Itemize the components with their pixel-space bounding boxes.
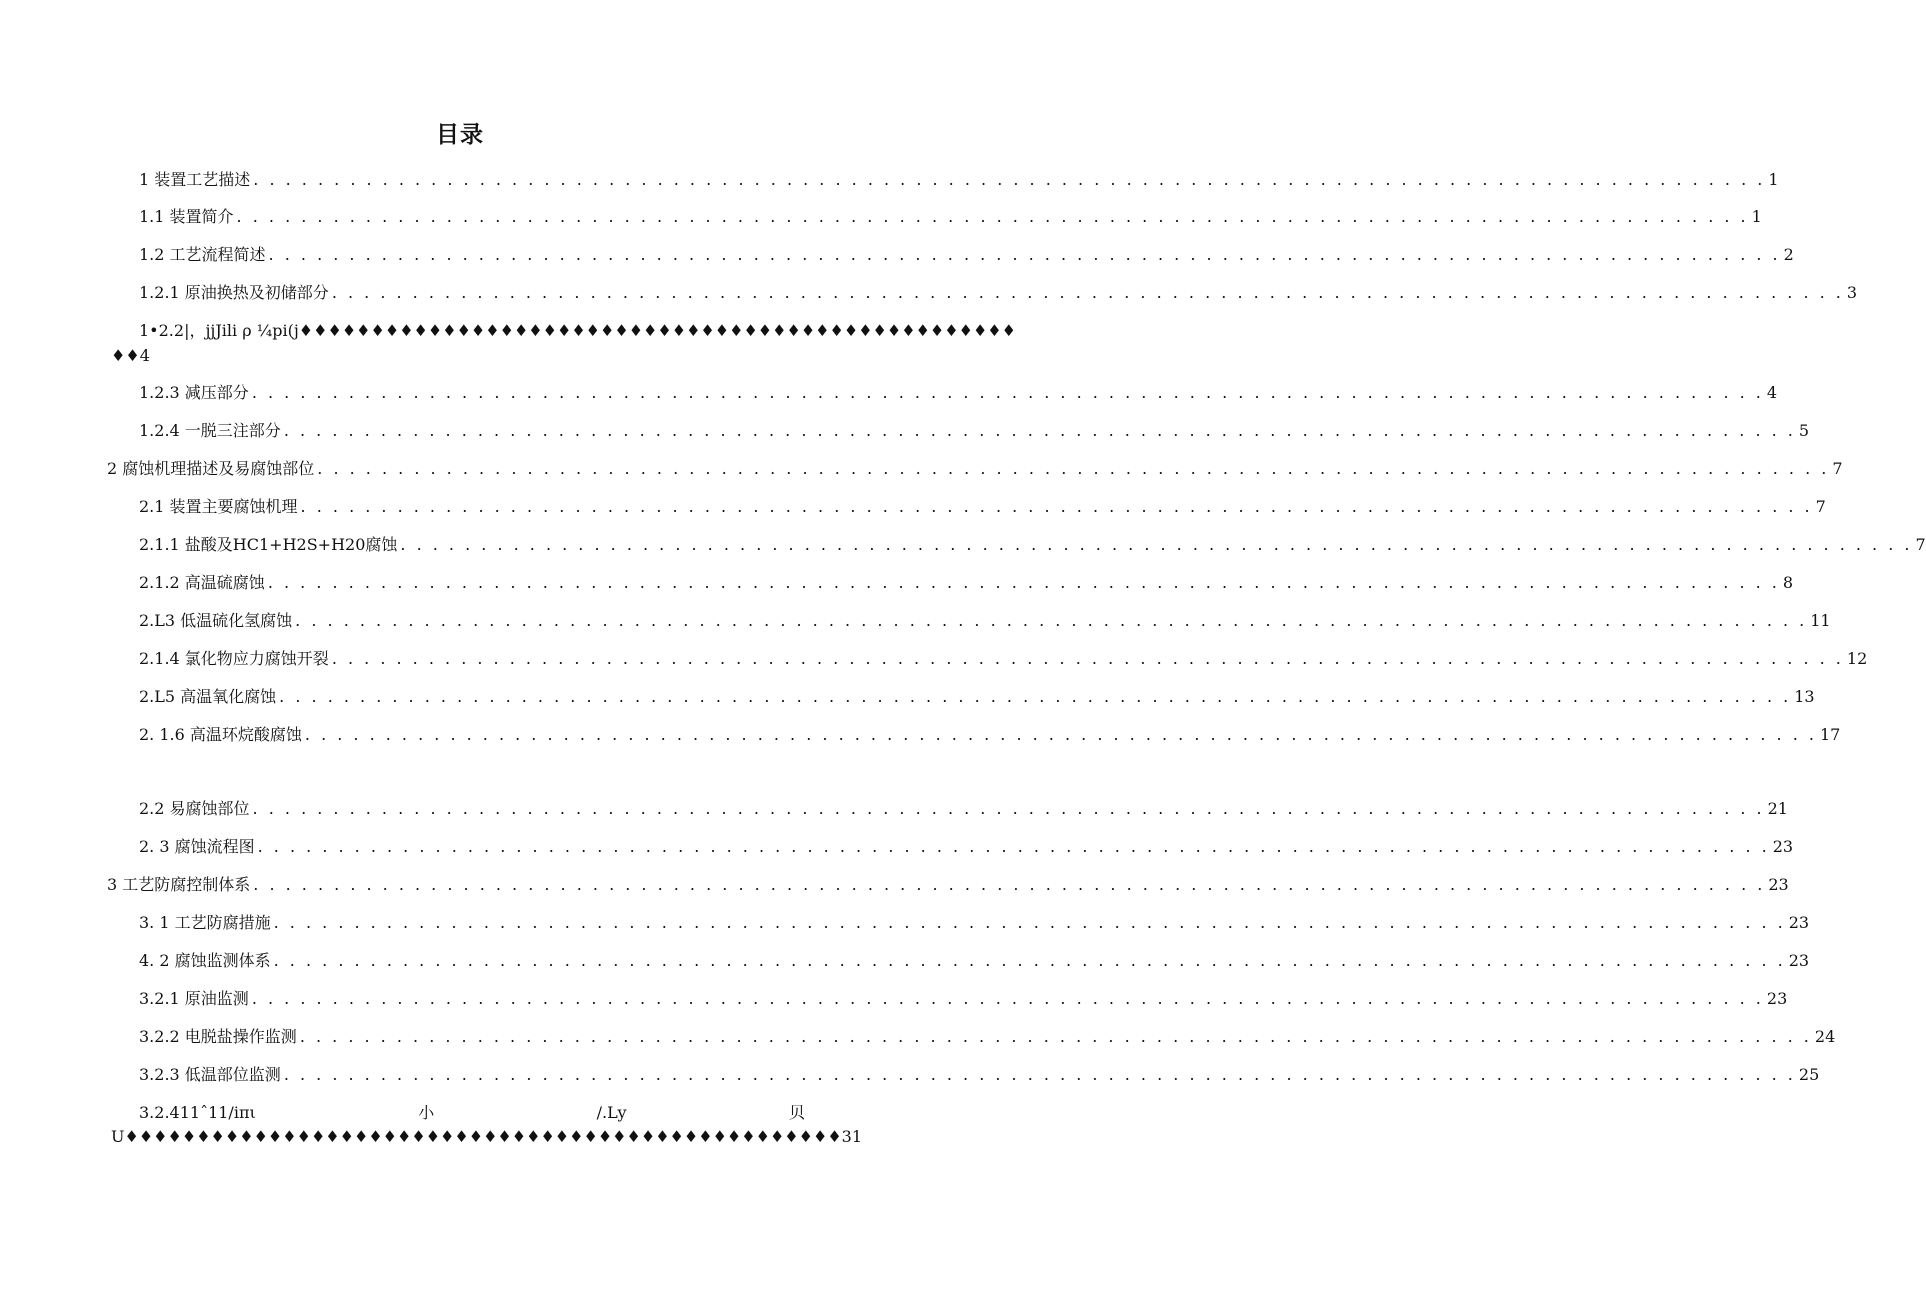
toc-entry-page: 4 (1766, 383, 1778, 402)
toc-leader (329, 281, 1847, 305)
toc-entry[interactable] (139, 419, 1810, 443)
toc-entry-label: 3.2.1 原油监测 (139, 989, 249, 1008)
toc-entry[interactable] (139, 533, 1926, 557)
toc-entry-page: 5 (1798, 421, 1810, 440)
toc-entry[interactable] (139, 1063, 1820, 1087)
toc-leader (249, 381, 1767, 405)
toc-entry-label: 2.1.4 氯化物应力腐蚀开裂 (139, 649, 329, 668)
toc-entry-label: 2 腐蚀机理描述及易腐蚀部位 (107, 459, 315, 478)
toc-entry-label: 2.1.1 盐酸及HC1+H2S+H20腐蚀 (139, 535, 398, 554)
toc-entry-page: 21 (1767, 799, 1788, 818)
toc-entry[interactable] (139, 911, 1810, 935)
toc-entry[interactable] (107, 457, 1843, 481)
toc-entry-page: 25 (1798, 1065, 1820, 1084)
toc-entry-page: 23 (1772, 837, 1794, 856)
toc-entry-page: 7 (1915, 535, 1926, 554)
garbled-part: /.Ly (596, 1103, 627, 1122)
toc-entry[interactable] (139, 685, 1815, 709)
toc-entry[interactable] (139, 647, 1868, 671)
toc-entry-label: 2.L5 高温氧化腐蚀 (139, 687, 277, 706)
toc-entry-page: 13 (1794, 687, 1815, 706)
toc-entry-page: 23 (1766, 989, 1788, 1008)
toc-entry-page: 12 (1846, 649, 1868, 668)
toc-entry[interactable] (139, 723, 1841, 747)
toc-entry-page: 23 (1768, 875, 1789, 894)
toc-entry[interactable] (139, 281, 1858, 305)
toc-leader (250, 168, 1768, 192)
toc-entry-page: 23 (1788, 951, 1810, 970)
toc-entry[interactable] (139, 168, 1779, 192)
toc-leader (281, 1063, 1799, 1087)
page-title: 目录 (436, 122, 484, 148)
toc-entry-garbled-line2: U♦♦♦♦♦♦♦♦♦♦♦♦♦♦♦♦♦♦♦♦♦♦♦♦♦♦♦♦♦♦♦♦♦♦♦♦♦♦♦♦♦♦♦♦♦♦♦♦♦♦31 (111, 1127, 863, 1146)
toc-entry-page: 17 (1819, 725, 1841, 744)
toc-entry[interactable] (139, 609, 1831, 633)
toc-entry-label: 1.2.4 一脱三注部分 (139, 421, 281, 440)
toc-entry-garbled-line2: ♦♦4 (111, 346, 150, 365)
toc-entry-page: 3 (1846, 283, 1858, 302)
toc-entry-label: 3. 1 工艺防腐措施 (139, 913, 271, 932)
toc-entry-label: 2. 1.6 高温环烷酸腐蚀 (139, 725, 302, 744)
toc-entry[interactable] (139, 835, 1794, 859)
toc-leader (271, 949, 1789, 973)
toc-entry-page: 11 (1810, 611, 1831, 630)
toc-leader (234, 205, 1752, 229)
toc-entry-label: 1.2 工艺流程简述 (139, 245, 266, 264)
toc-entry-label: 1.2.3 减压部分 (139, 383, 249, 402)
toc-leader (281, 419, 1799, 443)
toc-entry[interactable] (107, 873, 1789, 897)
toc-leader (265, 571, 1783, 595)
garbled-part: 贝 (788, 1103, 805, 1122)
toc-entry-garbled-3-2-4 (139, 1101, 805, 1125)
toc-leader (297, 1025, 1815, 1049)
toc-leader (298, 495, 1816, 519)
toc-entry[interactable] (139, 205, 1762, 229)
toc-entry[interactable] (139, 243, 1794, 267)
toc-entry-label: 3 工艺防腐控制体系 (107, 875, 251, 894)
toc-entry-page: 1 (1751, 207, 1762, 226)
toc-leader (314, 457, 1832, 481)
toc-entry-label: 2.2 易腐蚀部位 (139, 799, 250, 818)
toc-entry[interactable] (139, 1025, 1836, 1049)
toc-entry[interactable] (139, 797, 1788, 821)
toc-entry-label: 3.2.2 电脱盐操作监测 (139, 1027, 297, 1046)
toc-entry-page: 8 (1782, 573, 1794, 592)
toc-entry[interactable] (139, 571, 1794, 595)
toc-entry-label: 1.1 装置简介 (139, 207, 234, 226)
toc-entry-label: 2. 3 腐蚀流程图 (139, 837, 255, 856)
toc-entry[interactable] (139, 987, 1788, 1011)
toc-entry-page: 1 (1768, 170, 1779, 189)
toc-leader (255, 835, 1773, 859)
toc-leader (271, 911, 1789, 935)
toc-entry-label: 4. 2 腐蚀监测体系 (139, 951, 271, 970)
toc-leader (292, 609, 1810, 633)
toc-leader (266, 243, 1784, 267)
toc-leader (302, 723, 1820, 747)
toc-leader (250, 873, 1768, 897)
toc-entry-label: 2.L3 低温硫化氢腐蚀 (139, 611, 293, 630)
toc-entry[interactable] (139, 495, 1826, 519)
toc-entry-page: 2 (1783, 245, 1794, 264)
toc-entry-page: 23 (1788, 913, 1810, 932)
toc-leader (329, 647, 1847, 671)
toc-entry-page: 7 (1832, 459, 1843, 478)
toc-leader (249, 987, 1767, 1011)
garbled-part: 小 (418, 1103, 435, 1122)
toc-entry-label: 2.1.2 高温硫腐蚀 (139, 573, 265, 592)
toc-leader (397, 533, 1915, 557)
toc-entry-page: 24 (1814, 1027, 1836, 1046)
toc-entry-garbled-line1: 1•2.2|，jjJili ρ ¼pi(j♦♦♦♦♦♦♦♦♦♦♦♦♦♦♦♦♦♦♦♦♦♦♦♦♦♦♦♦♦♦♦♦♦♦♦♦♦♦♦♦♦♦♦♦♦♦♦♦♦♦ (139, 321, 1016, 340)
toc-entry-label: 2.1 装置主要腐蚀机理 (139, 497, 298, 516)
toc-entry-page: 7 (1815, 497, 1826, 516)
toc-entry[interactable] (139, 949, 1810, 973)
garbled-part: 3.2.411ˆ11/iπι (139, 1103, 256, 1122)
toc-entry-label: 1 装置工艺描述 (139, 170, 251, 189)
toc-entry[interactable] (139, 381, 1778, 405)
toc-leader (276, 685, 1794, 709)
toc-entry-label: 1.2.1 原油换热及初储部分 (139, 283, 329, 302)
toc-entry-label: 3.2.3 低温部位监测 (139, 1065, 281, 1084)
toc-leader (250, 797, 1768, 821)
